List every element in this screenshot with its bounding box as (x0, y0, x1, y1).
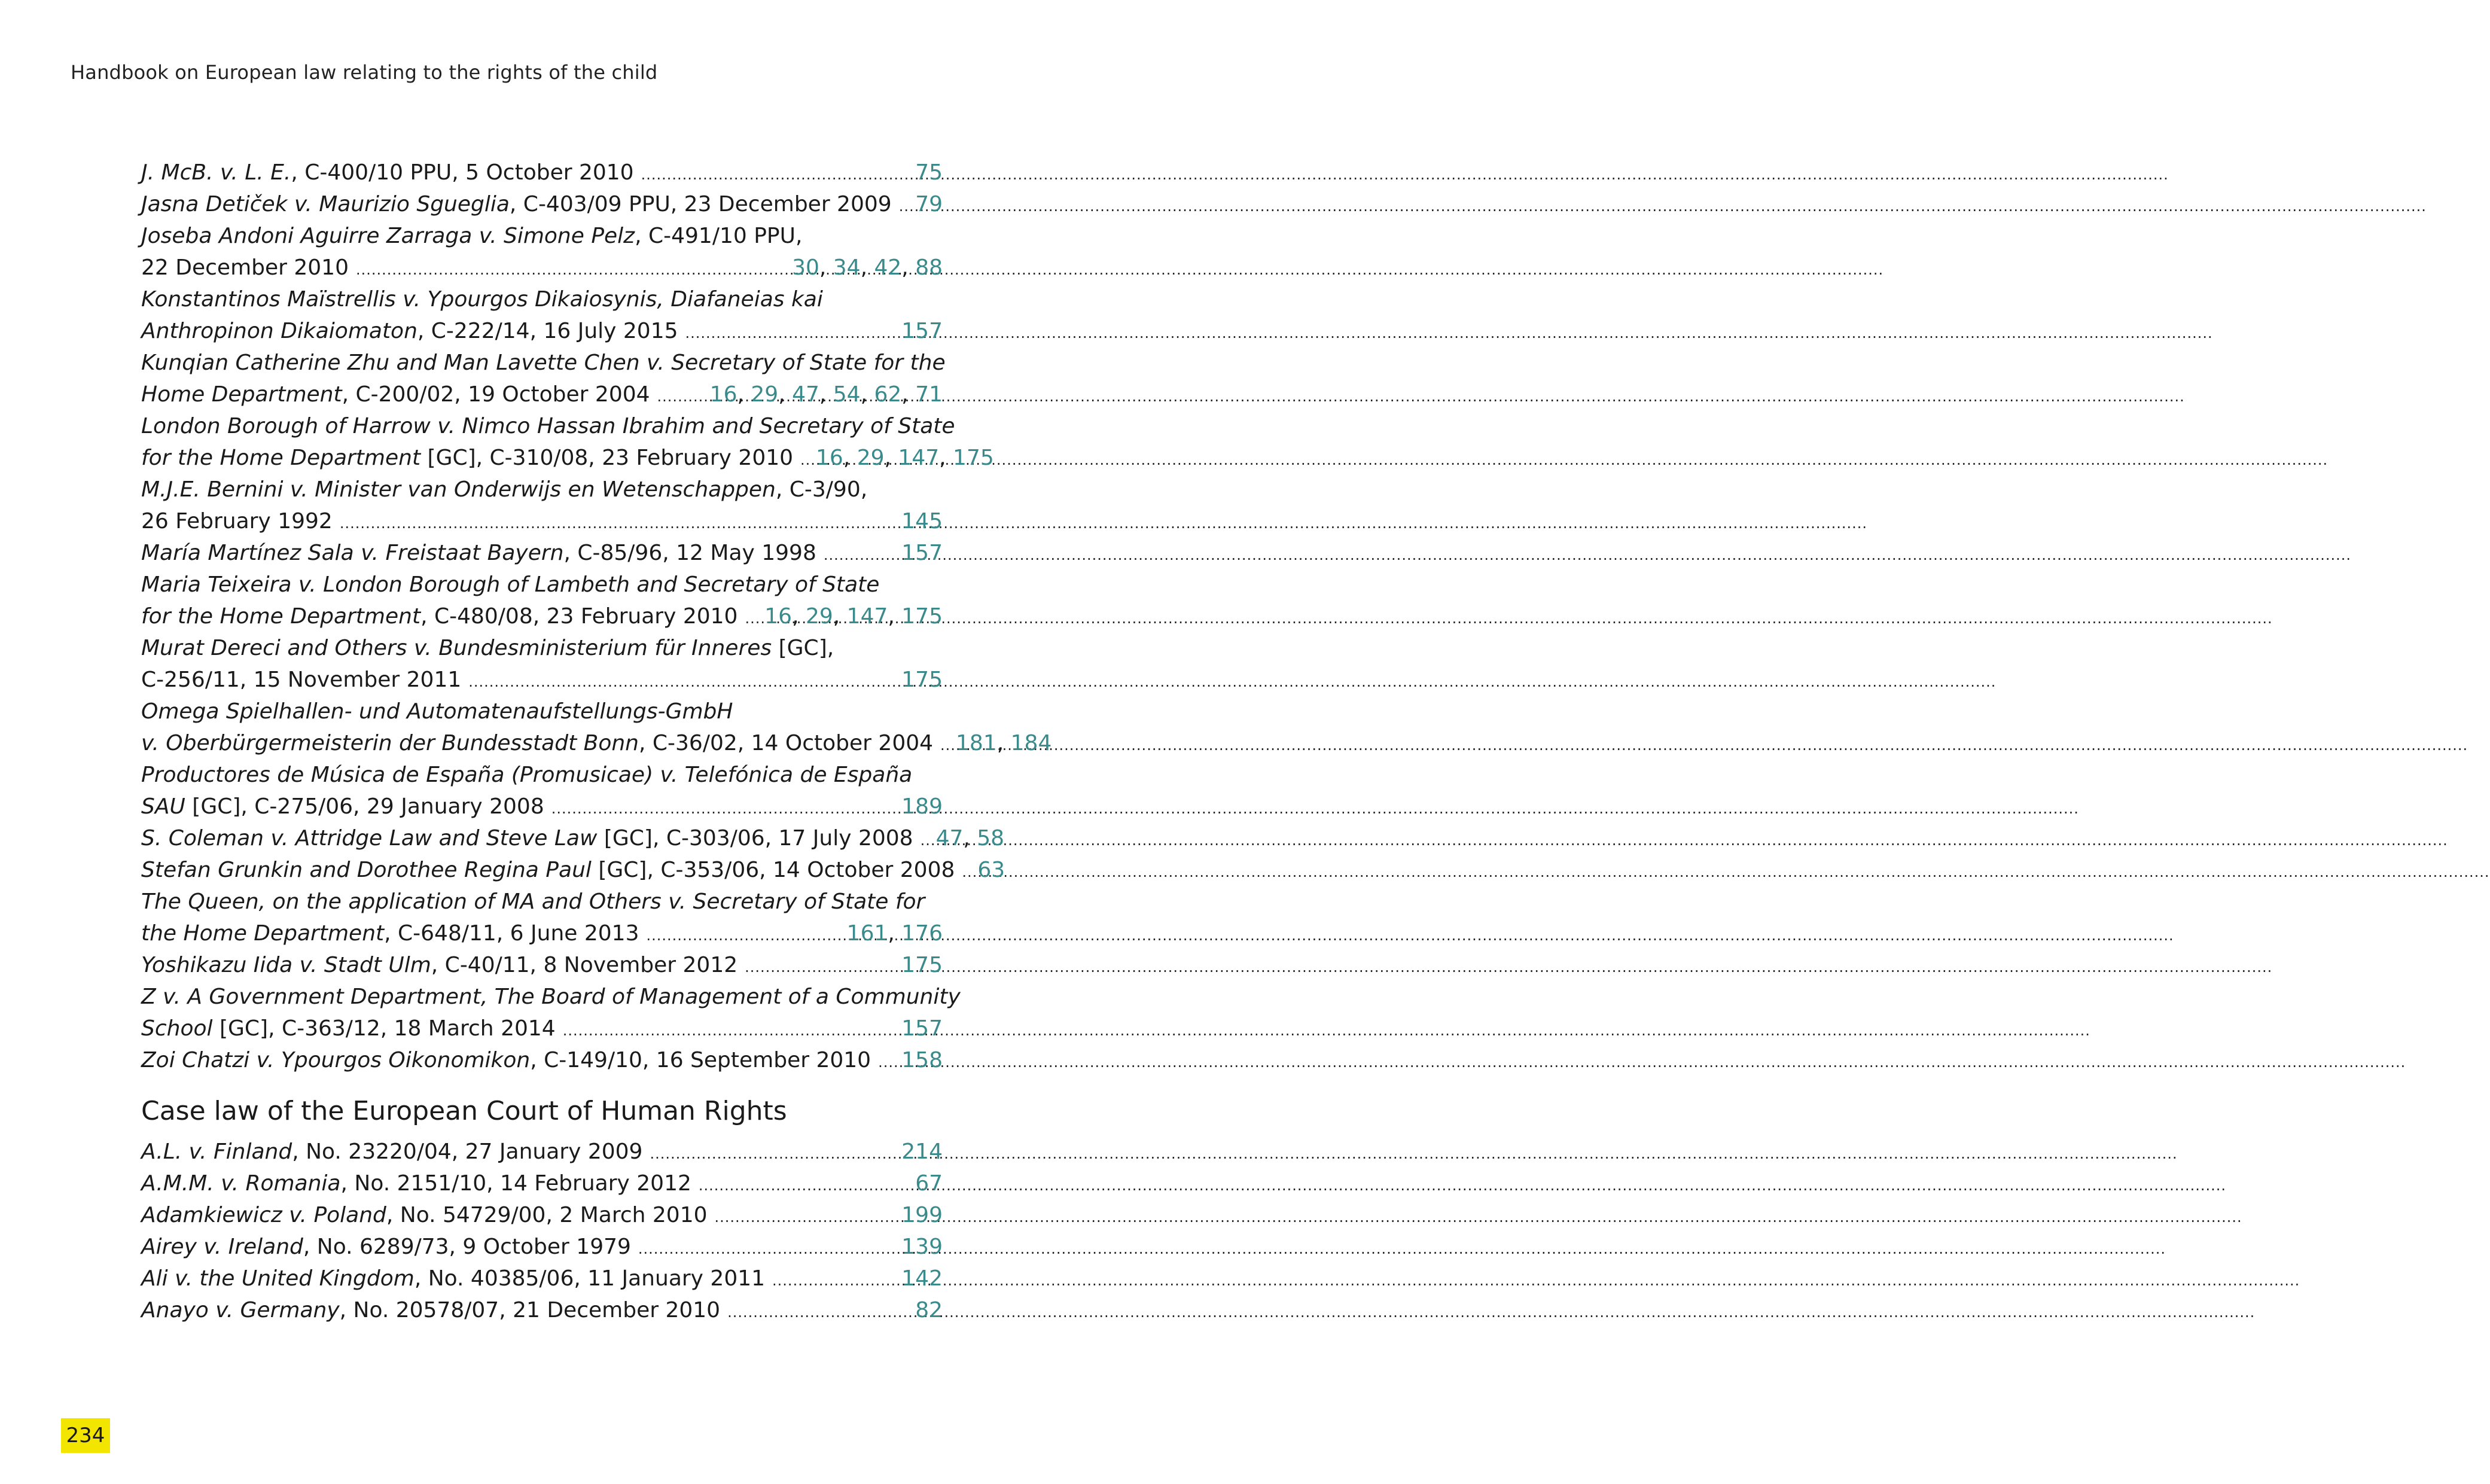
case-entry-line (141, 918, 943, 949)
page-references (901, 505, 943, 537)
page-references (901, 315, 943, 347)
page-separator: , (778, 382, 793, 407)
case-citation (141, 981, 961, 1013)
case-citation (141, 1294, 720, 1326)
case-name: S. Coleman v. Attridge Law and Steve Law (141, 826, 598, 851)
page-link[interactable]: 79 (915, 192, 943, 217)
case-entry-line (141, 601, 943, 632)
case-citation (141, 505, 333, 537)
dot-leader (745, 603, 760, 635)
running-header: Handbook on European law relating to the rights of the child (71, 61, 658, 84)
case-entry-line (141, 1044, 943, 1076)
case-entry-line (141, 315, 943, 347)
dot-leader (745, 952, 897, 983)
case-entry-line (141, 1199, 943, 1231)
case-entry (141, 188, 943, 220)
page-link[interactable]: 88 (915, 255, 943, 280)
page-separator: , (833, 604, 847, 629)
case-citation (141, 664, 461, 696)
case-details: , C-480/08, 23 February 2010 (420, 604, 738, 629)
page-references (915, 157, 943, 188)
page-references (915, 1168, 943, 1199)
case-citation (141, 791, 544, 822)
case-entry-line (141, 791, 943, 822)
page-link[interactable]: 58 (977, 826, 1005, 851)
case-details: , No. 40385/06, 11 January 2011 (414, 1266, 766, 1291)
page-link[interactable]: 145 (901, 509, 943, 534)
case-citation (141, 284, 823, 315)
case-citation (141, 1231, 631, 1263)
page-link[interactable]: 157 (901, 319, 943, 343)
case-entry (141, 1044, 943, 1076)
ecthr-case-list (141, 1136, 943, 1326)
page-link[interactable]: 47 (792, 382, 819, 407)
case-entry (141, 854, 1005, 886)
case-entry (141, 632, 943, 696)
page-link[interactable]: 157 (901, 1016, 943, 1041)
case-entry (141, 981, 961, 1044)
case-name: Murat Dereci and Others v. Bundesministerium für Inneres (141, 636, 772, 660)
case-name: Airey v. Ireland (141, 1235, 303, 1259)
dot-leader (641, 159, 911, 191)
case-entry-line (141, 347, 946, 379)
page-link[interactable]: 176 (901, 921, 943, 946)
case-citation (141, 347, 946, 379)
case-details: [GC], C-303/06, 17 July 2008 (597, 826, 913, 851)
cjeu-case-list (141, 157, 1052, 1076)
page-link[interactable]: 62 (874, 382, 902, 407)
dot-leader (563, 1015, 897, 1047)
case-citation (141, 601, 737, 632)
case-name: Kunqian Catherine Zhu and Man Lavette Chen v. Secretary of State for the (141, 351, 946, 375)
case-entry (141, 220, 943, 284)
case-name: María Martínez Sala v. Freistaat Bayern (141, 541, 564, 565)
page-link[interactable]: 54 (833, 382, 861, 407)
case-citation (141, 1263, 765, 1294)
case-citation (141, 569, 879, 601)
case-entry (141, 410, 994, 474)
page-references (901, 949, 943, 981)
case-name: for the Home Department (141, 446, 421, 470)
case-citation (141, 379, 650, 410)
case-entry (141, 1231, 943, 1263)
page-link[interactable]: 189 (901, 794, 943, 819)
case-name: Joseba Andoni Aguirre Zarraga v. Simone Pelz (141, 224, 635, 248)
case-entry (141, 696, 1052, 759)
case-details: , No. 23220/04, 27 January 2009 (292, 1139, 643, 1164)
case-name: Home Department (141, 382, 342, 407)
case-details: , No. 20578/07, 21 December 2010 (339, 1298, 721, 1323)
case-name: Productores de Música de España (Promusicae) v. Telefónica de España (141, 763, 913, 787)
case-entry-line (141, 632, 943, 664)
case-entry-line (141, 664, 943, 696)
page-references (901, 1263, 943, 1294)
dot-leader (940, 730, 951, 761)
case-entry (141, 886, 943, 949)
page-link[interactable]: 67 (915, 1171, 943, 1196)
case-entry-line (141, 1013, 943, 1044)
case-name: v. Oberbürgermeisterin der Bundesstadt Bonn (141, 731, 639, 755)
case-details: [GC], C-310/08, 23 February 2010 (420, 446, 794, 470)
case-citation (141, 727, 933, 759)
case-name: Maria Teixeira v. London Borough of Lambeth and Secretary of State (141, 572, 880, 597)
case-entry-line (141, 569, 943, 601)
case-entry (141, 347, 946, 410)
case-name: A.M.M. v. Romania (141, 1171, 341, 1196)
case-details: , C-491/10 PPU, (635, 224, 803, 248)
page-separator: , (792, 604, 806, 629)
case-entry-line (141, 537, 943, 569)
case-details: [GC], C-275/06, 29 January 2008 (185, 794, 544, 819)
page-link[interactable]: 82 (915, 1298, 943, 1323)
case-details: , C-149/10, 16 September 2010 (530, 1048, 871, 1072)
page-link[interactable]: 175 (901, 953, 943, 977)
case-details: , No. 2151/10, 14 February 2012 (340, 1171, 691, 1196)
page-link[interactable]: 214 (901, 1139, 943, 1164)
case-name: The Queen, on the application of MA and Others v. Secretary of State for (141, 889, 925, 914)
case-details: , C-85/96, 12 May 1998 (563, 541, 816, 565)
page-references (901, 1199, 943, 1231)
page-link[interactable]: 199 (901, 1203, 943, 1227)
case-details: 26 February 1992 (141, 509, 333, 534)
dot-leader (340, 508, 897, 540)
page-references (977, 854, 1005, 886)
case-citation (141, 188, 892, 220)
case-entry-line (141, 442, 994, 474)
dot-leader (772, 1265, 897, 1297)
page-separator: , (901, 382, 916, 407)
case-entry-line (141, 220, 943, 252)
case-citation (141, 474, 867, 505)
page-separator: , (843, 446, 857, 470)
page-references (936, 822, 1005, 854)
page-references (901, 1231, 943, 1263)
case-details: , C-200/02, 19 October 2004 (342, 382, 650, 407)
case-citation (141, 315, 678, 347)
case-details: , C-222/14, 16 July 2015 (417, 319, 678, 343)
case-entry (141, 1199, 943, 1231)
page-references (816, 442, 994, 474)
page-link[interactable]: 34 (833, 255, 861, 280)
case-entry (141, 759, 943, 822)
case-citation (141, 918, 639, 949)
case-entry (141, 1136, 943, 1168)
case-entry-line (141, 981, 961, 1013)
case-entry-line (141, 1294, 943, 1326)
page-link[interactable]: 71 (915, 382, 943, 407)
page-link[interactable]: 147 (846, 604, 888, 629)
page-references (710, 379, 943, 410)
page-link[interactable]: 175 (901, 604, 943, 629)
case-name: London Borough of Harrow v. Nimco Hassan Ibrahim and Secretary of State (141, 414, 955, 438)
case-citation (141, 1044, 871, 1076)
case-entry-line (141, 822, 1005, 854)
page-link[interactable]: 142 (901, 1266, 943, 1291)
page-separator: , (860, 382, 874, 407)
case-name: Jasna Detiček v. Maurizio Sgueglia (141, 192, 510, 217)
page-link[interactable]: 184 (1010, 731, 1052, 755)
page-references (901, 664, 943, 696)
dot-leader (878, 1047, 897, 1078)
case-entry-line (141, 284, 943, 315)
dot-leader (638, 1233, 897, 1265)
case-entry-line (141, 854, 1005, 886)
page-link[interactable]: 157 (901, 541, 943, 565)
page-separator: , (819, 255, 833, 280)
case-citation (141, 252, 349, 284)
case-details: , C-40/11, 8 November 2012 (431, 953, 738, 977)
case-entry (141, 949, 943, 981)
page-link[interactable]: 63 (977, 858, 1005, 882)
case-entry-line (141, 1231, 943, 1263)
dot-leader (824, 540, 897, 571)
page-separator: , (996, 731, 1011, 755)
case-entry-line (141, 727, 1052, 759)
case-citation (141, 759, 912, 791)
case-details: , C-400/10 PPU, 5 October 2010 (291, 160, 634, 185)
case-name: the Home Department (141, 921, 385, 946)
case-details: , C-3/90, (775, 477, 868, 502)
case-name: Stefan Grunkin and Dorothee Regina Paul (141, 858, 592, 882)
case-details: , No. 6289/73, 9 October 1979 (303, 1235, 631, 1259)
case-entry (141, 569, 943, 632)
page-link[interactable]: 16 (709, 382, 737, 407)
case-citation (141, 442, 793, 474)
page-link[interactable]: 29 (805, 604, 833, 629)
page-link[interactable]: 30 (792, 255, 819, 280)
case-entry (141, 157, 943, 188)
page-number-badge: 234 (61, 1418, 110, 1453)
case-entry-line (141, 949, 943, 981)
case-name: School (141, 1016, 213, 1041)
case-details: , C-36/02, 14 October 2004 (639, 731, 934, 755)
case-entry-line (141, 1136, 943, 1168)
case-details: [GC], C-353/06, 14 October 2008 (591, 858, 955, 882)
page-link[interactable]: 175 (953, 446, 994, 470)
case-citation (141, 949, 737, 981)
page-separator: , (884, 446, 898, 470)
page-references (764, 601, 943, 632)
page-separator: , (963, 826, 977, 851)
case-citation (141, 822, 913, 854)
case-entry-line (141, 696, 943, 727)
page-separator: , (860, 255, 874, 280)
dot-leader (551, 793, 897, 825)
case-name: Z v. A Government Department, The Board of Management of a Community (141, 985, 961, 1009)
case-name: A.L. v. Finland (141, 1139, 292, 1164)
page-link[interactable]: 139 (901, 1235, 943, 1259)
case-entry (141, 822, 1005, 854)
case-entry-line (141, 886, 943, 918)
case-details: , No. 54729/00, 2 March 2010 (386, 1203, 708, 1227)
case-name: for the Home Department (141, 604, 421, 629)
case-details: [GC], (772, 636, 834, 660)
page-references (915, 1294, 943, 1326)
case-entry (141, 1168, 943, 1199)
case-name: Omega Spielhallen- und Automatenaufstellungs-GmbH (141, 699, 733, 724)
case-name: Yoshikazu Iida v. Stadt Ulm (141, 953, 431, 977)
case-entry-line (141, 474, 943, 505)
case-citation (141, 886, 925, 918)
page-link[interactable]: 29 (857, 446, 885, 470)
case-name: M.J.E. Bernini v. Minister van Onderwijs en Wetenschappen (141, 477, 776, 502)
dot-leader (657, 381, 705, 413)
dot-leader (650, 1138, 897, 1170)
dot-leader (715, 1202, 897, 1233)
page-link[interactable]: 158 (901, 1048, 943, 1072)
case-details: C-256/11, 15 November 2011 (141, 668, 462, 692)
case-entry-line (141, 188, 943, 220)
case-name: Ali v. the United Kingdom (141, 1266, 415, 1291)
dot-leader (899, 191, 911, 223)
case-name: Anthropinon Dikaiomaton (141, 319, 417, 343)
case-name: Zoi Chatzi v. Ypourgos Oikonomikon (141, 1048, 531, 1072)
dot-leader (727, 1297, 910, 1328)
case-entry-line (141, 252, 943, 284)
page-references (901, 791, 943, 822)
case-entry-line (141, 1168, 943, 1199)
case-entry (141, 284, 943, 347)
dot-leader (699, 1170, 910, 1202)
case-citation (141, 220, 802, 252)
case-citation (141, 696, 733, 727)
page-references (792, 252, 943, 284)
page-references (901, 537, 943, 569)
section-title-ecthr: Case law of the European Court of Human Rights (141, 1096, 787, 1126)
case-details: 22 December 2010 (141, 255, 349, 280)
case-entry-line (141, 505, 943, 537)
page-references (901, 1013, 943, 1044)
case-name: J. McB. v. L. E. (141, 160, 291, 185)
case-citation (141, 854, 955, 886)
page-separator: , (939, 446, 953, 470)
page-link[interactable]: 42 (874, 255, 902, 280)
case-name: SAU (141, 794, 185, 819)
page-link[interactable]: 16 (816, 446, 843, 470)
page-link[interactable]: 75 (915, 160, 943, 185)
case-citation (141, 1199, 708, 1231)
case-details: [GC], C-363/12, 18 March 2014 (212, 1016, 556, 1041)
case-entry (141, 1263, 943, 1294)
page-separator: , (888, 604, 902, 629)
dot-leader (962, 857, 973, 888)
page-link[interactable]: 181 (956, 731, 997, 755)
page-references (847, 918, 943, 949)
dot-leader (468, 666, 897, 698)
page-link[interactable]: 175 (901, 668, 943, 692)
case-name: Konstantinos Maïstrellis v. Ypourgos Dikaiosynis, Diafaneias kai (141, 287, 823, 312)
case-details: , C-648/11, 6 June 2013 (384, 921, 639, 946)
page-references (915, 188, 943, 220)
page-references (901, 1136, 943, 1168)
case-entry-line (141, 410, 955, 442)
page-link[interactable]: 161 (846, 921, 888, 946)
page-link[interactable]: 47 (935, 826, 964, 851)
page-references (901, 1044, 943, 1076)
case-entry (141, 1294, 943, 1326)
case-citation (141, 1013, 556, 1044)
case-entry-line (141, 157, 943, 188)
case-citation (141, 1136, 642, 1168)
page-separator: , (819, 382, 833, 407)
dot-leader (800, 444, 811, 476)
case-citation (141, 1168, 691, 1199)
page-link[interactable]: 16 (764, 604, 793, 629)
case-name: Anayo v. Germany (141, 1298, 340, 1323)
case-details: , C-403/09 PPU, 23 December 2009 (509, 192, 892, 217)
table-of-cases (141, 157, 1052, 1326)
page-link[interactable]: 147 (898, 446, 940, 470)
page-references (956, 727, 1052, 759)
case-entry-line (141, 379, 943, 410)
case-citation (141, 537, 816, 569)
page-separator: , (888, 921, 902, 946)
case-entry-line (141, 759, 943, 791)
dot-leader (921, 825, 931, 857)
dot-leader (646, 920, 842, 952)
case-citation (141, 632, 834, 664)
case-entry-line (141, 1263, 943, 1294)
dot-leader (356, 254, 787, 286)
page-separator: , (737, 382, 751, 407)
dot-leader (685, 318, 897, 349)
case-citation (141, 410, 955, 442)
case-name: Adamkiewicz v. Poland (141, 1203, 386, 1227)
case-entry (141, 474, 943, 537)
page-separator: , (901, 255, 916, 280)
case-citation (141, 157, 634, 188)
case-entry (141, 537, 943, 569)
page-link[interactable]: 29 (751, 382, 779, 407)
